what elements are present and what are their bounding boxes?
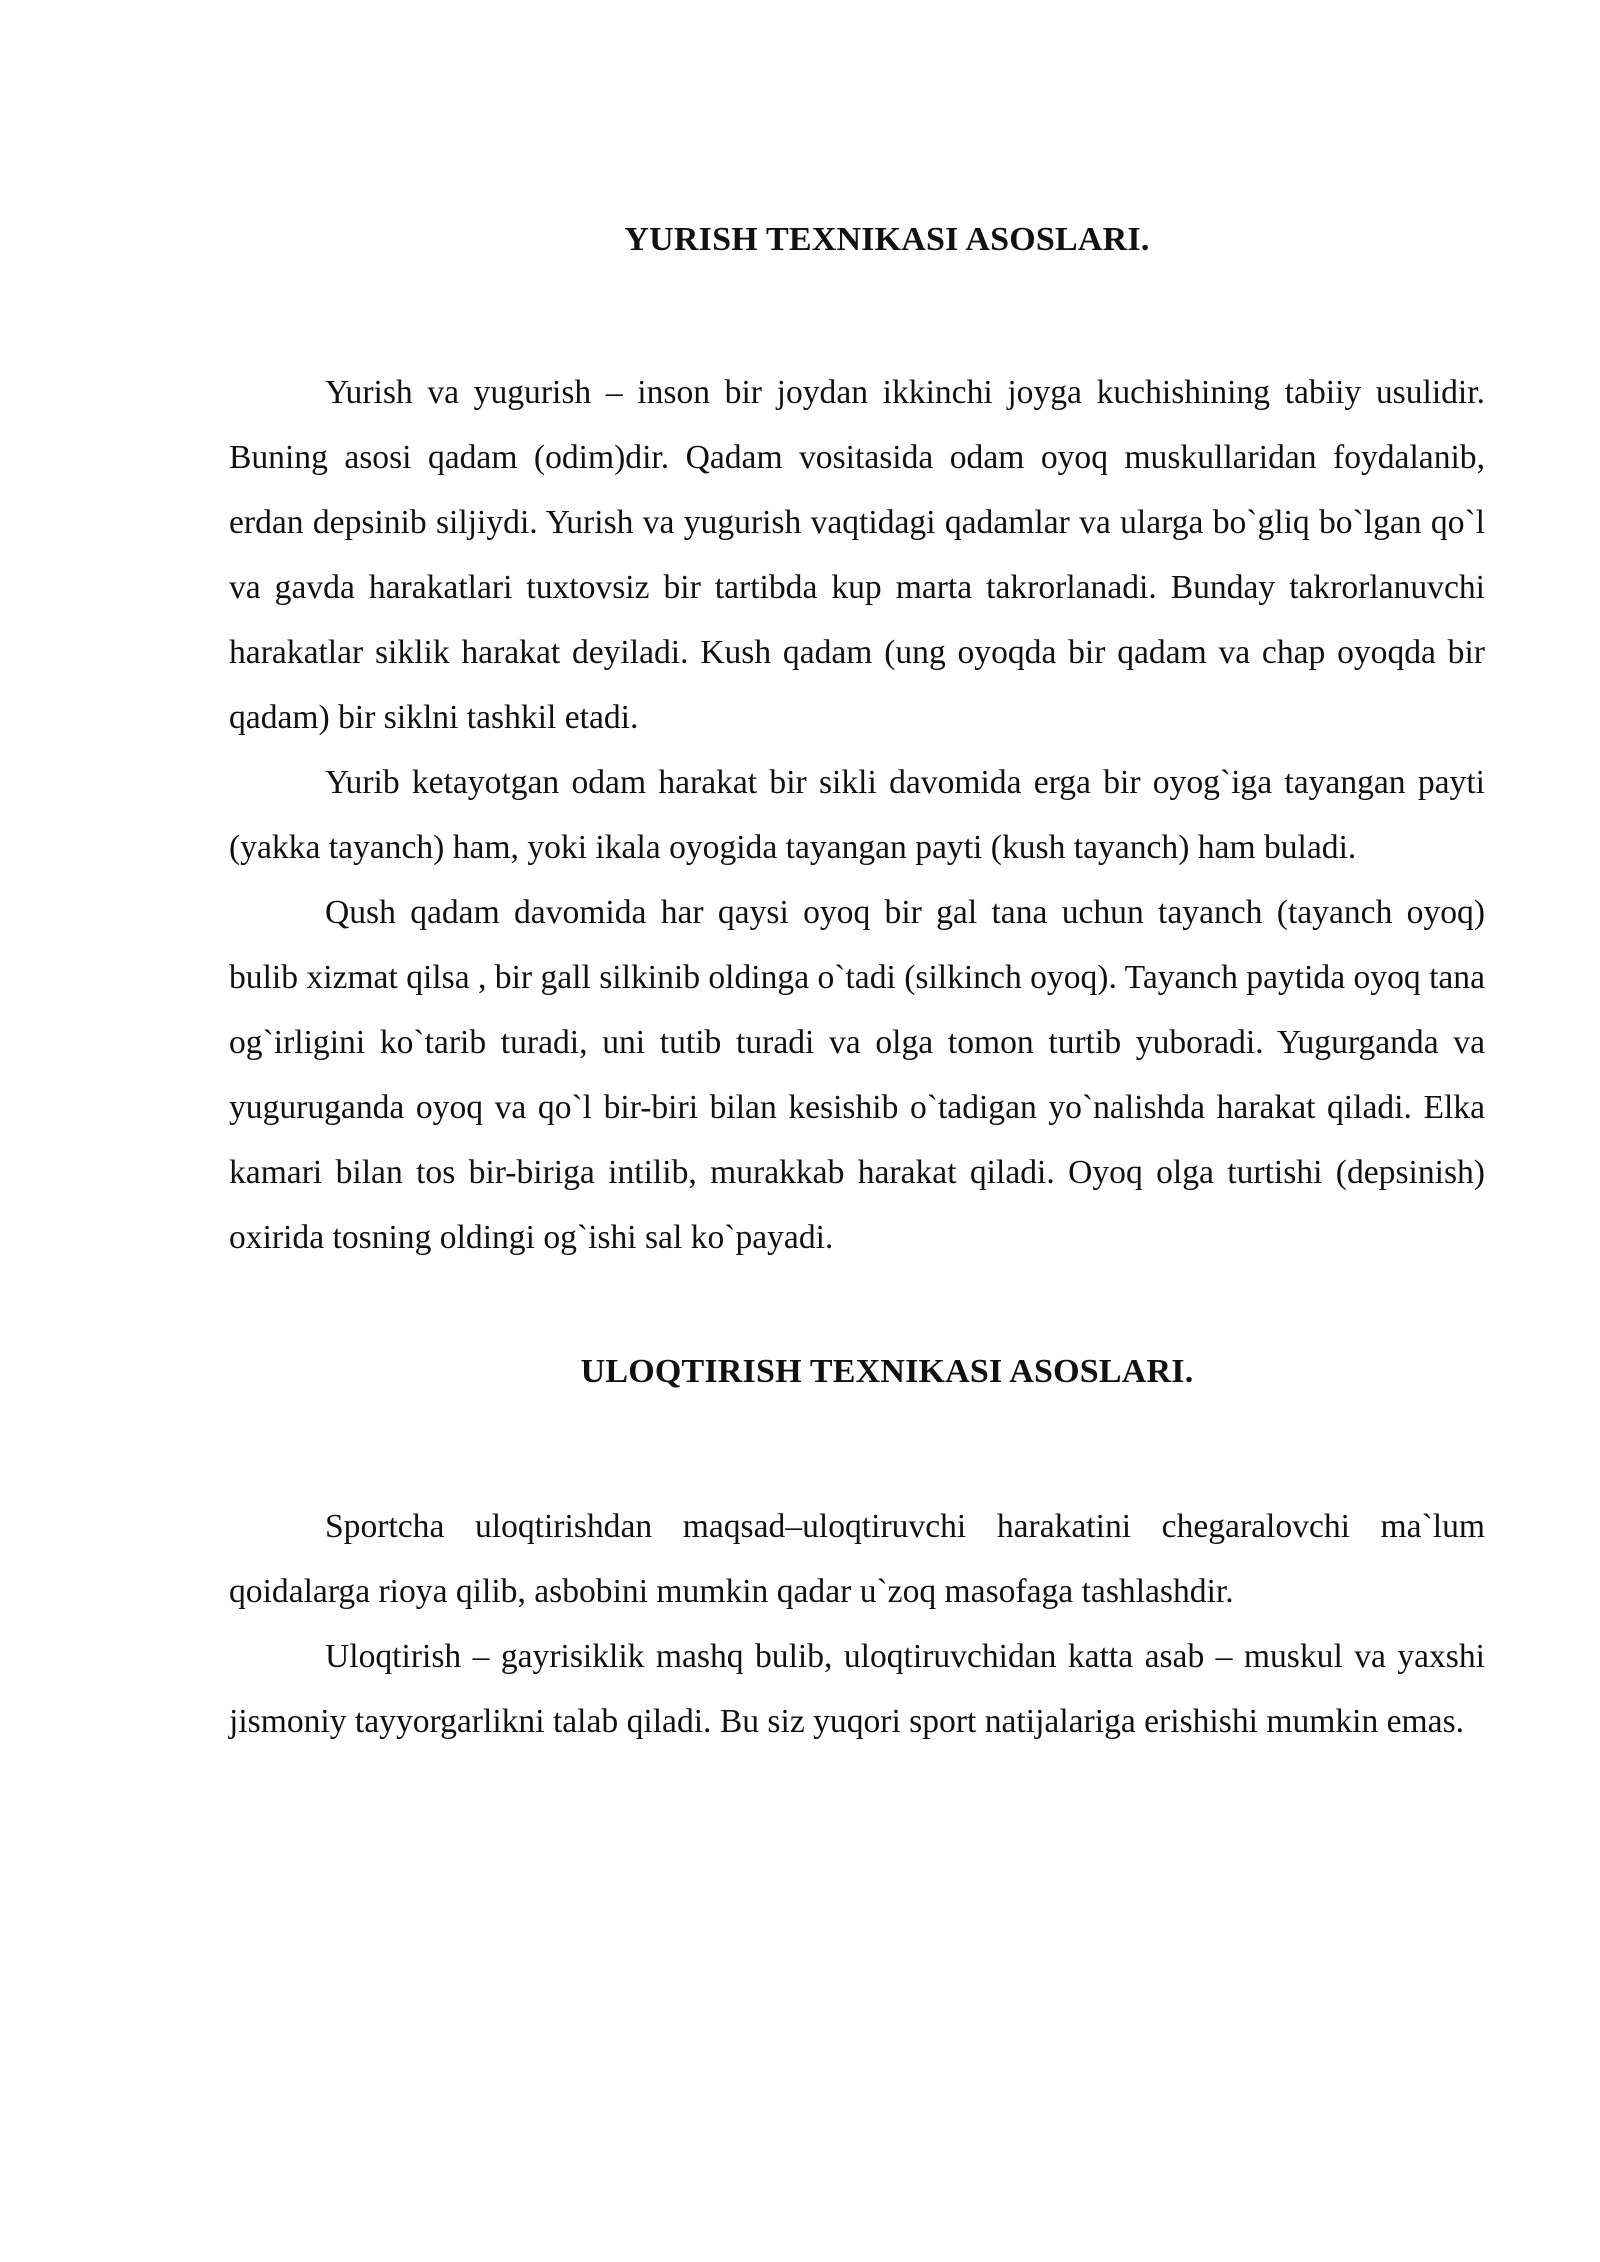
section-title-throwing: ULOQTIRISH TEXNIKASI ASOSLARI.: [580, 1353, 1194, 1390]
paragraph-throwing-requirements: Uloqtirish – gayrisiklik mashq bulib, uloqtiruvchidan katta asab – muskul va yaxshi jismoniy tayyorgarlikni talab qiladi. Bu siz yuqori sport natijalariga erishishi mumkin emas.: [229, 1638, 1485, 1740]
section-title-walking: YURISH TEXNIKASI ASOSLARI.: [624, 221, 1150, 258]
document-page: [229, 210, 1485, 1754]
paragraph-walking-support: Yurib ketayotgan odam harakat bir sikli davomida erga bir oyog`iga tayangan payti (yakka tayanch) ham, yoki ikala oyogida tayangan payti (kush tayanch) ham buladi.: [229, 764, 1485, 866]
paragraph-walking-double-step: Qush qadam davomida har qaysi oyoq bir gal tana uchun tayanch (tayanch oyoq) bulib xizmat qilsa , bir gall silkinib oldinga o`tadi (silkinch oyoq). Tayanch paytida oyoq tana og`irligini ko`tarib turadi, uni tutib turadi va olga tomon turtib yuboradi. Yugurganda va yuguruganda oyoq va qo`l bir-biri bilan kesishib o`tadigan yo`nalishda harakat qiladi. Elka kamari bilan tos bir-biriga intilib, murakkab harakat qiladi. Oyoq olga turtishi (depsinish) oxirida tosning oldingi og`ishi sal ko`payadi.: [229, 894, 1485, 1256]
paragraph-walking-intro: Yurish va yugurish – inson bir joydan ikkinchi joyga kuchishining tabiiy usulidir. Buning asosi qadam (odim)dir. Qadam vositasida odam oyoq muskullaridan foydalanib, erdan depsinib siljiydi. Yurish va yugurish vaqtidagi qadamlar va ularga bo`gliq bo`lgan qo`l va gavda harakatlari tuxtovsiz bir tartibda kup marta takrorlanadi. Bunday takrorlanuvchi harakatlar siklik harakat deyiladi. Kush qadam (ung oyoqda bir qadam va chap oyoqda bir qadam) bir siklni tashkil etadi.: [229, 374, 1485, 736]
paragraph-throwing-purpose: Sportcha uloqtirishdan maqsad–uloqtiruvchi harakatini chegaralovchi ma`lum qoidalarga rioya qilib, asbobini mumkin qadar u`zoq masofaga tashlashdir.: [229, 1508, 1485, 1610]
